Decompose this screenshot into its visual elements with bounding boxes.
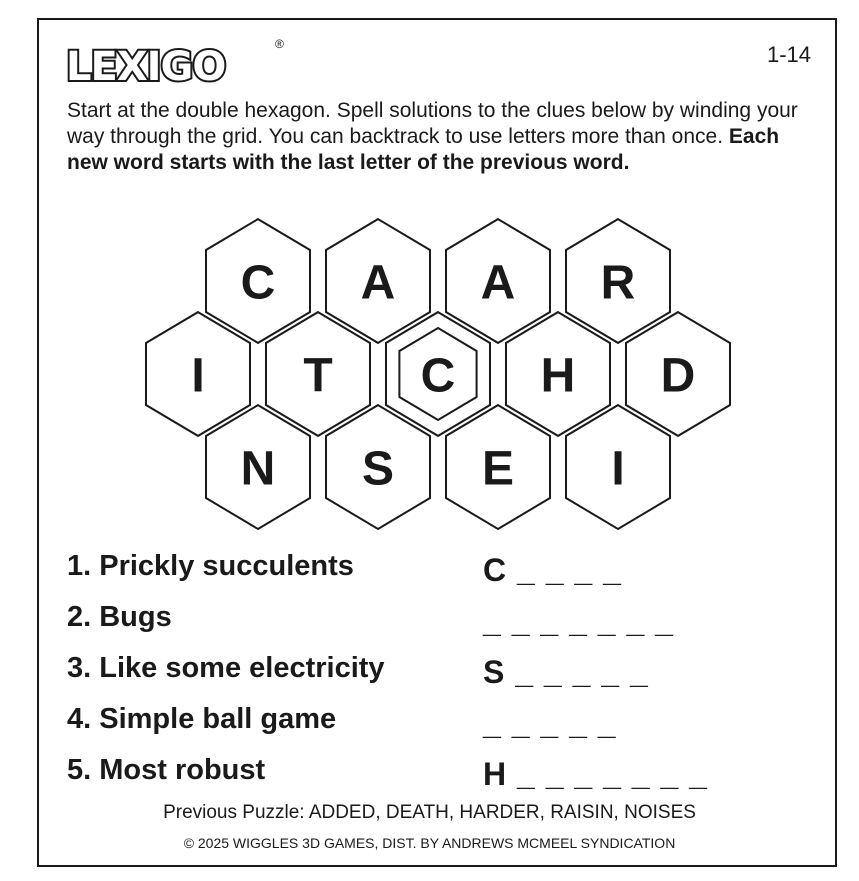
hex-letter: D (660, 349, 696, 403)
hex-cell-r3-c3[interactable] (446, 405, 550, 529)
answer-5[interactable]: H _ _ _ _ _ _ _ (483, 756, 708, 792)
hex-cell-r2-c4[interactable] (506, 312, 610, 436)
hex-letter: C (420, 349, 456, 403)
registered-mark: ® (275, 37, 284, 51)
previous-puzzle-answers: Previous Puzzle: ADDED, DEATH, HARDER, RAISIN, NOISES (163, 802, 696, 823)
answer-1[interactable]: C _ _ _ _ (483, 552, 622, 588)
hex-cell-r2-c1[interactable] (146, 312, 250, 436)
hex-cell-r2-c2[interactable] (266, 312, 370, 436)
hex-letter: I (611, 442, 625, 496)
hex-cell-r1-c2[interactable] (326, 219, 430, 343)
hex-letter: A (360, 256, 396, 310)
hex-letter: C (240, 256, 276, 310)
hex-cell-r1-c1[interactable] (206, 219, 310, 343)
hex-letter: R (600, 256, 636, 310)
logo-text: LEXIGO (66, 44, 226, 90)
hex-cell-r3-c4[interactable] (566, 405, 670, 529)
hex-letter: T (303, 349, 333, 403)
clue-4: 4. Simple ball game (67, 703, 337, 735)
hex-letter: S (361, 442, 395, 496)
hex-letter: E (481, 442, 515, 496)
answer-3[interactable]: S _ _ _ _ _ (483, 654, 649, 690)
copyright: © 2025 WIGGLES 3D GAMES, DIST. BY ANDREWS MCMEEL SYNDICATION (183, 835, 676, 851)
hex-letter: A (480, 256, 516, 310)
answer-4[interactable]: _ _ _ _ _ (483, 705, 617, 741)
instructions-text: Start at the double hexagon. Spell solutions to the clues below by winding your way through the grid. You can backtrack to use letters more than once. (67, 99, 798, 148)
hex-letter: H (540, 349, 576, 403)
clue-5: 5. Most robust (67, 754, 266, 786)
hex-cell-r1-c4[interactable] (566, 219, 670, 343)
hex-cell-r3-c1[interactable] (206, 405, 310, 529)
clue-1: 1. Prickly succulents (67, 550, 354, 582)
hex-cell-start[interactable] (386, 312, 490, 436)
hex-cell-r3-c2[interactable] (326, 405, 430, 529)
hex-letter: I (191, 349, 205, 403)
puzzle-id: 1-14 (766, 42, 811, 67)
clue-3: 3. Like some electricity (67, 652, 385, 684)
hex-cell-r2-c5[interactable] (626, 312, 730, 436)
instructions-bold: Each new word starts with the last letter of the previous word. (67, 125, 780, 174)
hex-cell-r1-c3[interactable] (446, 219, 550, 343)
hex-letter: N (240, 442, 276, 496)
answer-2[interactable]: _ _ _ _ _ _ _ (483, 603, 674, 639)
clue-2: 2. Bugs (67, 601, 172, 633)
